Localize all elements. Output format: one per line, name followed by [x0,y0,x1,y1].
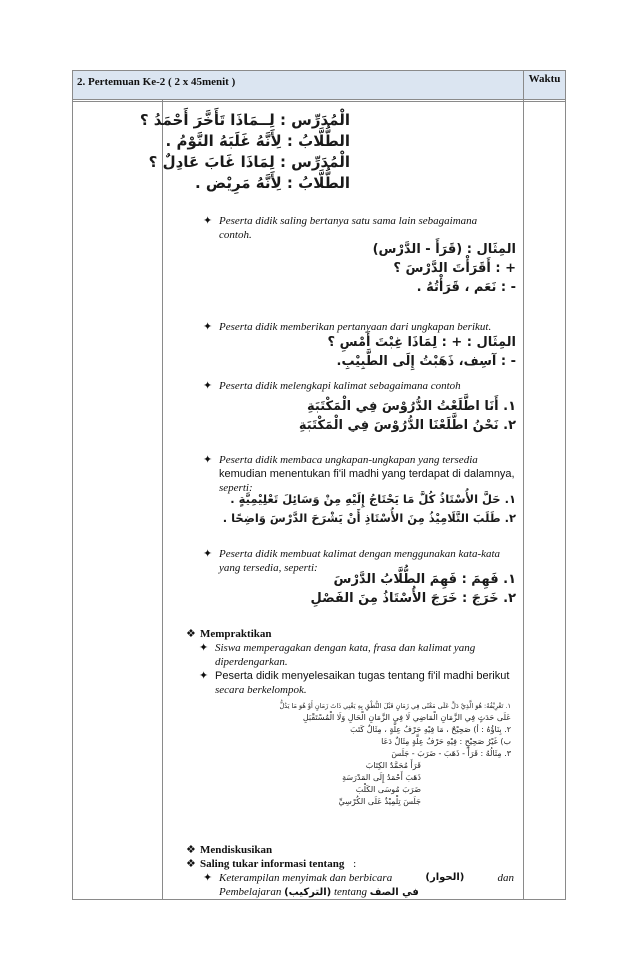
dialog-line: الْمُدَرِّس : لِمَاذَا غَابَ عَادِلٌ ؟ [148,153,350,171]
four-pointed-star-icon: ✦ [199,642,209,654]
section-mendiskusikan: ❖ Mendiskusikan [186,844,273,856]
bullet-item-membuat-kalimat: ✦ Peserta didik membuat kalimat dengan menggunakan kata-kata yang tersedia, seperti: [203,548,501,574]
diamond-cluster-icon: ❖ [186,628,196,640]
bullet-item-saling-bertanya: ✦ Peserta didik saling bertanya satu sama lain sebagaimana contoh. [203,215,478,241]
four-pointed-star-icon: ✦ [203,548,213,560]
bullet-item-membaca-ungkapan: ✦ Peserta didik membaca ungkapan-ungkapan yang tersedia kemudian menentukan fi'il madhi yang terdapat di dalamnya, seperti: [203,454,515,494]
dialog-line: الطُّلَّابُ : لِأَنَّهُ غَلَبَهُ النَّوْمُ . [165,132,350,150]
example4-arabic-image: ١. حَلَّ الأُسْتَاذُ كُلَّ مَا يَحْتَاجُ إِلَيْهِ مِنْ وَسَائِلَ تَعْلِيْمِيَّةٍ . ٢. طَلَبَ التَّلَامِيْذُ مِنَ الأُسْتَاذِ أَنْ يَشْرَحَ الدَّرْسَ وَاضِحًا . [222,492,516,525]
bullet-item-menyelesaikan-tugas: ✦ Peserta didik menyelesaikan tugas tentang fi'il madhi berikut secara berkelompok. [199,670,510,696]
task-arabic-image: ١. تَعْرِيْفُهُ: هُوَ الَّذِيْ دَلَّ عَلَى مَعْنًى فِي زَمَانٍ قَبْلَ النُّطْقِ بِهِ يَعْنِي ذَاتَ زَمَانٍ أَوْ هُوَ مَا يَدُلُّ عَلَى حَدَثٍ فِي الزَّمَانِ الْمَاضِي لَا فِي الزَّمَانِ الْحَالِ وَلَا الْمُسْتَقْبَلِ ٢. بِنَاؤُهُ : أ) صَحِيْحٌ ، مَا فِيْهِ حَرْفُ عِلَّةٍ ، مِثَالٌ كَتَبَ ب) غَيْرُ صَحِيْحٍ : فِيْهِ حَرْفُ عِلَّةٍ مِثَالٌ دَعَا ٣. مِثَالُهُ : قَرَأَ - ذَهَبَ - ضَرَبَ - جَلَسَ قَرَأَ مُحَمَّدٌ الكِتَابَ ذَهَبَ أَحْمَدُ إِلَى المَدْرَسَةِ ضَرَبَ مُوسَى الكَلْبَ جَلَسَ تِلْمِيْذٌ عَلَى الكُرْسِيِّ [279,702,511,806]
four-pointed-star-icon: ✦ [203,321,213,333]
section-mempraktikan [186,627,520,641]
diamond-cluster-icon: ❖ [186,844,196,856]
bullet-item-keterampilan: ✦ Keterampilan menyimak dan berbicara (الحوار) dan Pembelajaran (التركيب) tentang في الصف [203,872,514,898]
row-divider [73,101,565,102]
table-header [73,71,565,100]
four-pointed-star-icon: ✦ [203,872,213,884]
column-divider-right [523,99,524,899]
section-saling-tukar: ❖ Saling tukar informasi tentang : [186,858,357,870]
waktu-column-header: Waktu [523,71,565,99]
four-pointed-star-icon: ✦ [203,454,213,466]
dialog-line: الطُّلَّابُ : لِأَنَّهُ مَرِيْض . [194,174,350,192]
meeting-title: 2. Pertemuan Ke-2 ( 2 x 45menit ) [77,76,236,88]
dialog-line: الْمُدَرِّس : لِــمَاذَا تَأَخَّرَ أَحْمَدُ ؟ [139,111,350,129]
example2-arabic-image: المِثَال : + : لِمَاذَا غِبْتَ أَمْسِ ؟ - : آسِف، ذَهَبْتُ إِلَى الطَّبِيْبِ. [327,335,516,369]
bullet-item-memperagakan: ✦ Siswa memperagakan dengan kata, frasa dan kalimat yang diperdengarkan. [199,642,476,668]
diamond-cluster-icon: ❖ [186,858,196,870]
four-pointed-star-icon: ✦ [203,215,213,227]
bullet-item-melengkapi-kalimat: ✦ Peserta didik melengkapi kalimat sebagaimana contoh [203,380,461,392]
example5-arabic-image: ١. فَهِمَ : فَهِمَ الطُّلَّابُ الدَّرْسَ ٢. خَرَجَ : خَرَجَ الأُسْتَاذُ مِنَ الفَصْلِ [310,572,516,606]
column-divider-left [162,99,163,899]
section-heading: Mempraktikan [200,628,272,640]
four-pointed-star-icon: ✦ [203,380,213,392]
four-pointed-star-icon: ✦ [199,670,209,682]
example1-arabic-image: المِثَال : (قَرَأَ - الدَّرْس) + : أَقَرَأْتَ الدَّرْسَ ؟ - : نَعَم ، قَرَأْتُهُ . [372,242,516,295]
example3-arabic-image: ١. أَنَا اطَّلَعْتُ الدُّرُوْسَ فِي الْمَكْتَبَةِ ٢. نَحْنُ اطَّلَعْنَا الدُّرُوْسَ فِي الْمَكْتَبَةِ [298,399,516,433]
bullet-item-memberikan-pertanyaan: ✦ Peserta didik memberikan pertanyaan dari ungkapan berikut. [203,321,492,333]
dialog-arabic-image [139,110,350,194]
